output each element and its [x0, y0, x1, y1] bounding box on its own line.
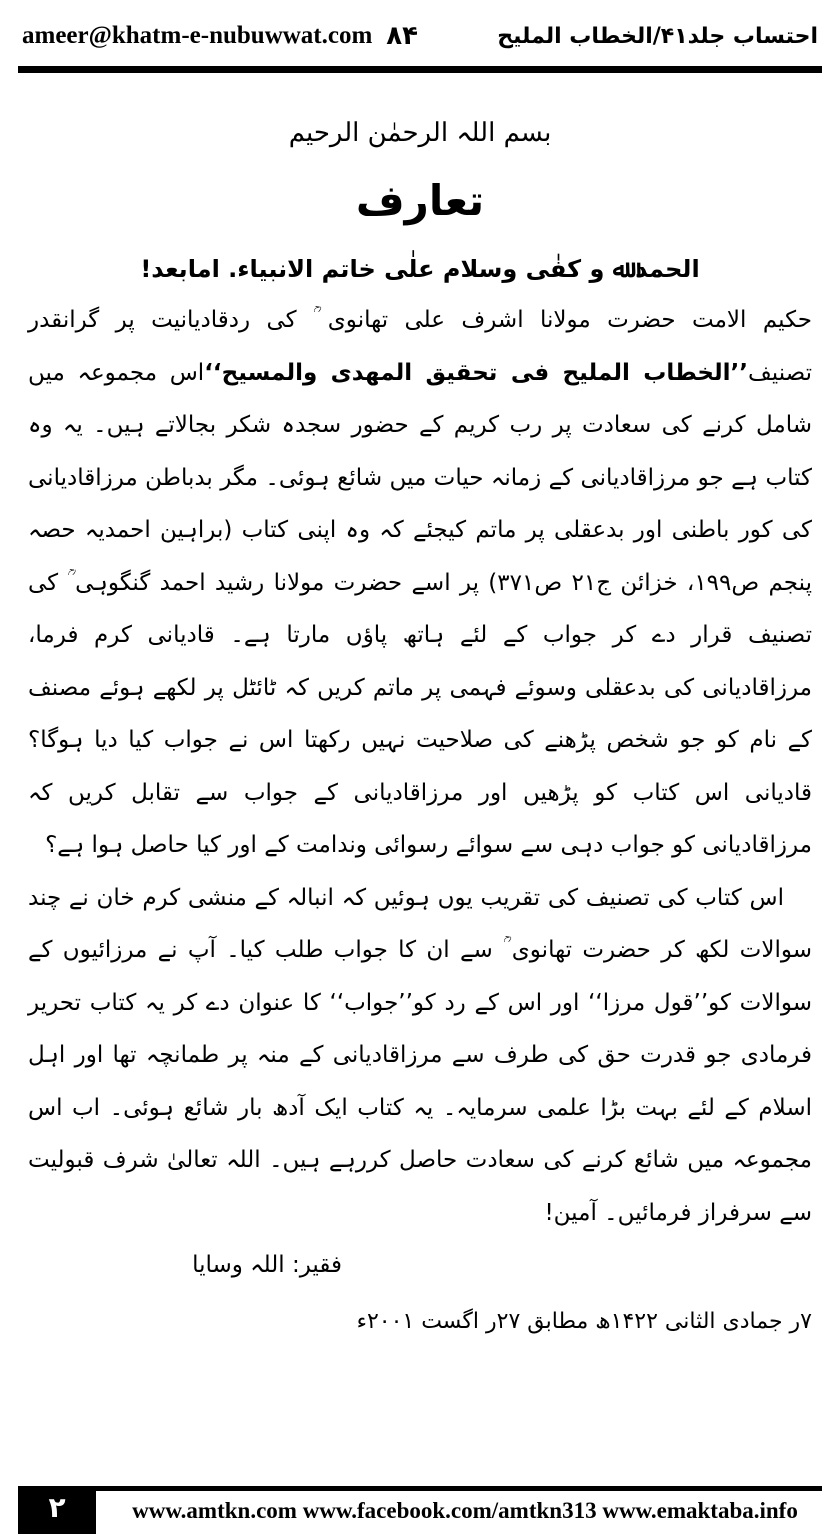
header-page-number: ۸۴ — [386, 21, 419, 51]
footer-page-number: ۲ — [18, 1486, 96, 1534]
basmala: بسم اللہ الرحمٰن الرحیم — [288, 118, 552, 148]
page-body — [28, 108, 812, 1345]
footer-divider — [96, 1486, 822, 1491]
header-book-title: احتساب جلد۴۱/الخطاب الملیح — [497, 23, 818, 49]
paragraph-intro — [28, 294, 812, 872]
paragraph-intro-part-2: اس مجموعہ میں شامل کرنے کی سعادت پر رب کریم کے حضور سجدہ شکر بجالاتے ہیں۔ یہ وہ کتاب ہے جو مرزاقادیانی کے زمانہ حیات میں شائع ہوئی۔ مگر بدباطن مرزاقادیانی کی کور باطنی اور بدعقلی پر ماتم کیجئے کہ وہ اپنی کتاب (براہین احمدیہ حصہ پنجم ص۱۹۹، خزائن ج۲۱ ص۳۷۱) پر اسے حضرت مولانا رشید احمد گنگوہی ؒ کی تصنیف قرار دے کر جواب کے لئے ہاتھ پاؤں مارتا ہے۔ قادیانی کرم فرما، مرزاقادیانی کی بدعقلی وسوئے فہمی پر ماتم کریں کہ ٹائٹل پر لکھے ہوئے مصنف کے نام کو جو شخص پڑھنے کی صلاحیت نہیں رکھتا اس نے جواب کیا دیا ہوگا؟ قادیانی اس کتاب کو پڑھیں اور مرزاقادیانی کے جواب سے تقابل کریں کہ مرزاقادیانی کو جواب دہی سے سوائے رسوائی وندامت کے اور کیا حاصل ہوا ہے؟ — [28, 359, 812, 858]
paragraph-intro-part-1: حکیم الامت حضرت مولانا اشرف علی تھانوی ؒ کی ردقادیانیت پر گرانقدر تصنیف — [28, 307, 813, 386]
date-line: ۷ر جمادی الثانی ۱۴۲۲ھ مطابق ۲۷ر اگست ۲۰۰۱ء — [356, 1309, 812, 1334]
page-title: تعارف — [355, 176, 485, 225]
page-footer — [18, 1486, 822, 1534]
signature: فقیر: اللہ وسایا — [192, 1252, 342, 1278]
page-header — [22, 12, 818, 60]
header-left — [22, 21, 418, 51]
footer-links: www.amtkn.com www.facebook.com/amtkn313 www.emaktaba.info — [132, 1498, 798, 1523]
opening-line: الحمد ﷲ و کفٰی وسلام علٰی خاتم الانبیاء. امابعد! — [140, 255, 700, 283]
header-email: ameer@khatm-e-nubuwwat.com — [22, 22, 373, 49]
paragraph-background: اس کتاب کی تصنیف کی تقریب یوں ہوئیں کہ انبالہ کے منشی کرم خان نے چند سوالات لکھ کر حضرت تھانوی ؒ سے ان کا جواب طلب کیا۔ آپ نے مرزائیوں کے سوالات کو’’قول مرزا‘‘ اور اس کے رد کو’’جواب‘‘ کا عنوان دے کر یہ کتاب تحریر فرمادی جو قدرت حق کی طرف سے مرزاقادیانی کے منہ پر طمانچہ تھا اور اہل اسلام کے لئے بہت بڑا علمی سرمایہ۔ یہ کتاب ایک آدھ بار شائع ہوئی۔ اب اس مجموعہ میں شائع کرنے کی سعادت حاصل کررہے ہیں۔ اللہ تعالیٰ شرف قبولیت سے سرفراز فرمائیں۔ آمین! — [28, 884, 812, 1226]
header-divider — [18, 66, 822, 73]
book-title-inline: ’’الخطاب الملیح فی تحقیق المهدی والمسیح‘‘ — [204, 359, 748, 386]
